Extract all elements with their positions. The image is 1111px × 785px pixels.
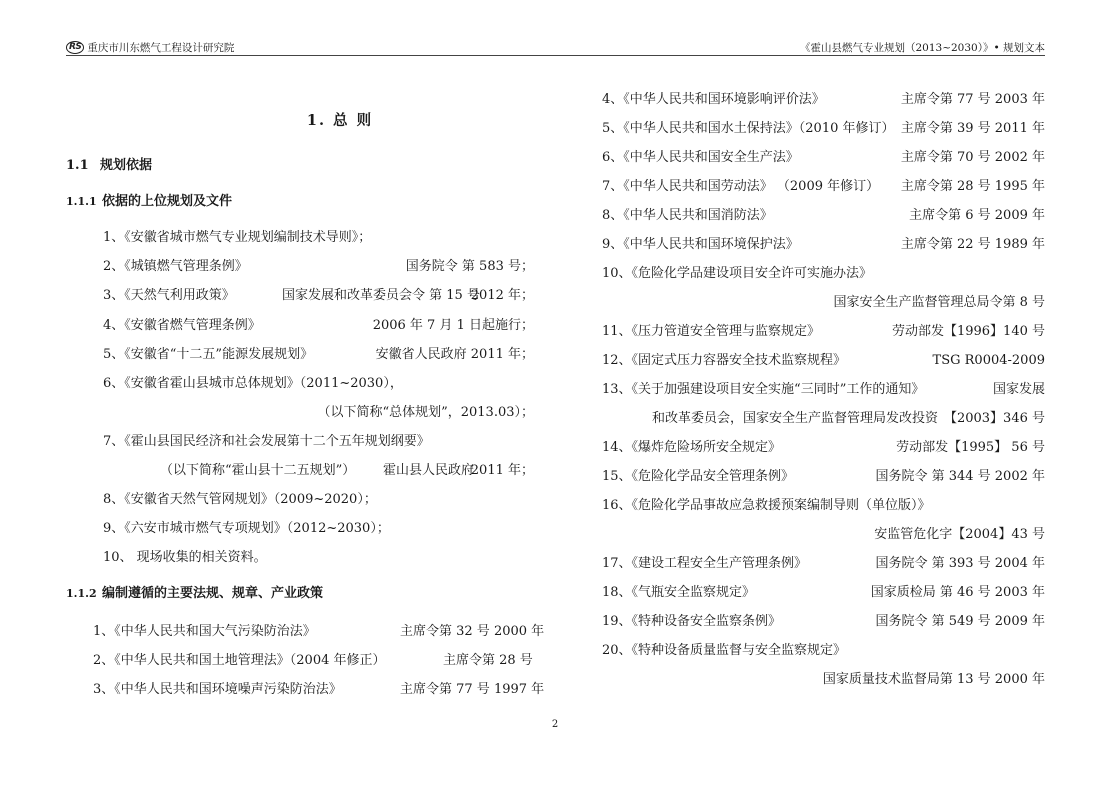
list-item-detail: 国务院令 第 393 号 2004 年 (875, 556, 1045, 571)
list-item: 3、《中华人民共和国环境噪声污染防治法》 (93, 682, 342, 697)
list-item-year: 2011 年； (470, 463, 534, 478)
list-item-detail: 国家发展和改革委员会令 第 15 号 (282, 288, 480, 303)
list-item-detail: 国务院令 第 549 号 2009 年 (875, 614, 1045, 629)
list-item: 11、《压力管道安全管理与监察规定》 (602, 324, 821, 339)
page-number: 2 (551, 719, 559, 730)
list-item: 14、《爆炸危险场所安全规定》 (602, 440, 782, 455)
list-item-detail: 国务院令 第 583 号； (405, 259, 534, 274)
list-item-detail: （以下简称“总体规划”，2013.03）； (317, 405, 534, 420)
list-item: 10、 现场收集的相关资料。 (103, 550, 267, 565)
list-item-detail: 主席令第 32 号 2000 年 (400, 624, 545, 639)
list-item-detail: 和改革委员会，国家安全生产监督管理局发改投资 (652, 411, 939, 426)
section-1-1-number: 1.1 (66, 158, 89, 173)
company-logo-icon: RS (66, 41, 84, 54)
list-item: 20、《特种设备质量监督与安全监察规定》 (602, 643, 847, 658)
list-item: 9、《中华人民共和国环境保护法》 (602, 237, 799, 252)
list-item: 6、《安徽省霍山县城市总体规划》（2011~2030）， (103, 376, 403, 391)
list-item: 10、《危险化学品建设项目安全许可实施办法》 (602, 266, 873, 281)
list-item-detail: 安徽省人民政府 2011 年； (375, 347, 534, 362)
list-item-detail: 国家发展 (992, 382, 1045, 397)
list-item-detail: 主席令第 28 号 (443, 653, 533, 668)
list-item: 8、《中华人民共和国消防法》 (602, 208, 773, 223)
list-item-detail: 主席令第 6 号 2009 年 (909, 208, 1045, 223)
list-item: 15、《危险化学品安全管理条例》 (602, 469, 795, 484)
list-item: 5、《安徽省“十二五”能源发展规划》 (103, 347, 314, 362)
list-item-detail: 国家质量技术监督局第 13 号 2000 年 (822, 672, 1045, 687)
list-item: 18、《气瓶安全监察规定》 (602, 585, 756, 600)
list-item-detail: （以下简称“霍山县十二五规划”） (160, 463, 356, 478)
header-rule (66, 55, 1045, 56)
list-item: 4、《中华人民共和国环境影响评价法》 (602, 92, 825, 107)
list-item: 2、《中华人民共和国土地管理法》（2004 年修正） (93, 653, 386, 668)
list-item: 16、《危险化学品事故应急救援预案编制导则（单位版）》 (602, 498, 931, 513)
list-item-year: 2012 年； (470, 288, 534, 303)
list-item: 2、《城镇燃气管理条例》 (103, 259, 248, 274)
list-item-detail: 劳动部发【1995】 56 号 (896, 440, 1045, 455)
list-item: 4、《安徽省燃气管理条例》 (103, 318, 261, 333)
list-item: 5、《中华人民共和国水土保持法》（2010 年修订） (602, 121, 895, 136)
list-item-detail: 主席令第 77 号 2003 年 (900, 92, 1045, 107)
list-item: 13、《关于加强建设项目安全实施“三同时”工作的通知》 (602, 382, 925, 397)
list-item-detail: 主席令第 22 号 1989 年 (900, 237, 1045, 252)
list-item: 7、《中华人民共和国劳动法》 （2009 年修订） (602, 179, 880, 194)
list-item-detail: 国务院令 第 344 号 2002 年 (875, 469, 1045, 484)
list-item: 1、《安徽省城市燃气专业规划编制技术导则》； (103, 230, 372, 245)
list-item: 8、《安徽省天然气管网规划》（2009~2020）； (103, 492, 377, 507)
list-item-detail: 2006 年 7 月 1 日起施行； (372, 318, 534, 333)
list-item: 12、《固定式压力容器安全技术监察规程》 (602, 353, 847, 368)
header-left (66, 40, 234, 55)
list-item-detail: 安监管危化字【2004】43 号 (874, 527, 1045, 542)
list-item: 6、《中华人民共和国安全生产法》 (602, 150, 799, 165)
list-item-detail: 【2003】346 号 (943, 411, 1045, 426)
section-1-1-1-title: 依据的上位规划及文件 (102, 194, 233, 209)
section-1-1-2-title: 编制遵循的主要法规、规章、产业政策 (102, 586, 324, 601)
section-1-1-2-number: 1.1.2 (66, 587, 97, 600)
list-item: 9、《六安市城市燃气专项规划》（2012~2030）； (103, 521, 390, 536)
list-item-detail: 主席令第 39 号 2011 年 (900, 121, 1045, 136)
list-item-detail: 劳动部发【1996】140 号 (891, 324, 1045, 339)
section-1-1-title: 规划依据 (100, 158, 153, 173)
list-item: 17、《建设工程安全生产管理条例》 (602, 556, 808, 571)
section-1-1-1-number: 1.1.1 (66, 195, 97, 208)
list-item-detail: 主席令第 77 号 1997 年 (400, 682, 545, 697)
header-org: 重庆市川东燃气工程设计研究院 (87, 42, 235, 54)
list-item-detail: 国家安全生产监督管理总局令第 8 号 (833, 295, 1045, 310)
list-item: 7、《霍山县国民经济和社会发展第十二个五年规划纲要》 (103, 434, 430, 449)
list-item: 3、《天然气利用政策》 (103, 288, 235, 303)
list-item-detail: 国家质检局 第 46 号 2003 年 (870, 585, 1045, 600)
list-item-detail: 主席令第 28 号 1995 年 (900, 179, 1045, 194)
list-item: 1、《中华人民共和国大气污染防治法》 (93, 624, 316, 639)
list-item-detail: 主席令第 70 号 2002 年 (900, 150, 1045, 165)
header-doc-title: 《霍山县燃气专业规划（2013~2030）》• 规划文本 (799, 42, 1045, 54)
list-item: 19、《特种设备安全监察条例》 (602, 614, 782, 629)
list-item-detail: 霍山县人民政府 (383, 463, 475, 478)
page-title: 1. 总 则 (306, 112, 374, 129)
list-item-detail: TSG R0004-2009 (932, 353, 1045, 368)
